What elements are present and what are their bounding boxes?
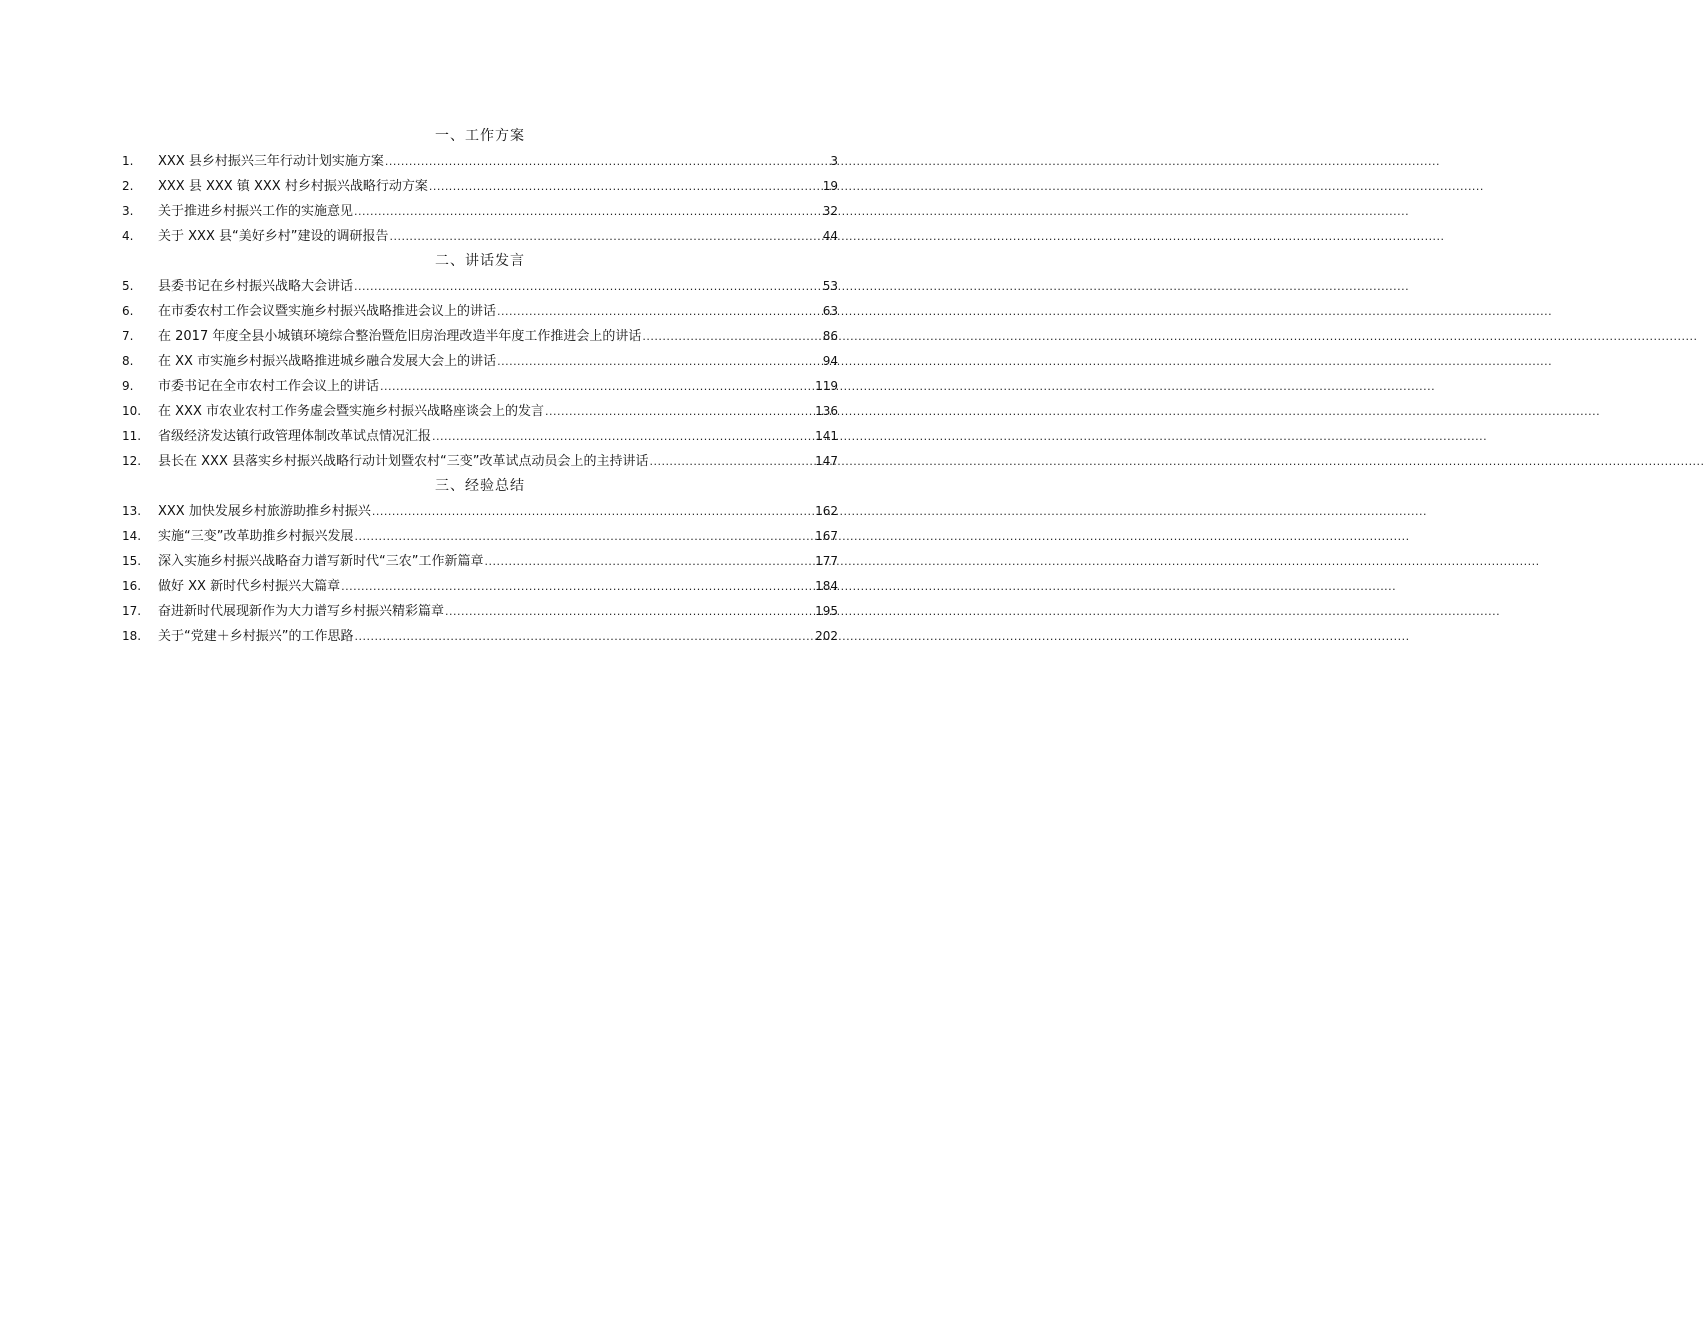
entry-page-number: 32 [822,204,838,218]
entry-page-number: 162 [815,504,838,518]
entry-page-number: 19 [822,179,838,193]
entry-title: 关于 XXX 县“美好乡村”建设的调研报告 [158,229,389,244]
entry-title: XXX 加快发展乡村旅游助推乡村振兴 [158,504,371,519]
toc-entry[interactable] [122,299,838,324]
toc-entry[interactable] [122,274,838,299]
entry-title: 在市委农村工作会议暨实施乡村振兴战略推进会议上的讲话 [158,304,497,319]
entry-title: 县委书记在乡村振兴战略大会讲话 [158,279,354,294]
entry-page-number: 44 [822,229,838,243]
entry-title: 在 XX 市实施乡村振兴战略推进城乡融合发展大会上的讲话 [158,354,497,369]
entry-number: 13. [122,504,142,518]
section-title: 二、讲话发言 [435,253,525,269]
toc-entry[interactable] [122,399,838,424]
entry-number: 4. [122,229,134,243]
entry-number: 18. [122,629,142,643]
entry-title: 关于推进乡村振兴工作的实施意见 [158,204,354,219]
toc-entry[interactable] [122,374,838,399]
entry-title: 做好 XX 新时代乡村振兴大篇章 [158,579,341,594]
entry-page-number: 141 [815,429,838,443]
entry-title: 深入实施乡村振兴战略奋力谱写新时代“三农”工作新篇章 [158,554,484,569]
entry-number: 12. [122,454,142,468]
entry-page-number: 63 [822,304,838,318]
entry-page-number: 184 [815,579,838,593]
dot-leader [484,549,814,574]
entry-number: 9. [122,379,134,393]
entry-page-number: 136 [815,404,838,418]
entry-title: 省级经济发达镇行政管理体制改革试点情况汇报 [158,429,432,444]
entry-page-number: 195 [815,604,838,618]
entry-number: 2. [122,179,134,193]
toc-entry[interactable] [122,174,838,199]
dot-leader [497,349,822,374]
entry-title: 实施“三变”改革助推乡村振兴发展 [158,529,354,544]
toc-entry[interactable] [122,624,838,649]
section-title: 一、工作方案 [435,128,525,144]
entry-page-number: 119 [815,379,838,393]
entry-number: 11. [122,429,142,443]
dot-leader [380,374,814,399]
dot-leader [354,524,814,549]
toc-entry[interactable] [122,199,838,224]
entry-number: 6. [122,304,134,318]
entry-title: 在 XXX 市农业农村工作务虚会暨实施乡村振兴战略座谈会上的发言 [158,404,544,419]
entry-title: 在 2017 年度全县小城镇环境综合整治暨危旧房治理改造半年度工作推进会上的讲话 [158,329,642,344]
entry-page-number: 147 [815,454,838,468]
toc-entry[interactable] [122,574,838,599]
toc-entry[interactable] [122,424,838,449]
dot-leader [354,199,822,224]
entry-title: XXX 县 XXX 镇 XXX 村乡村振兴战略行动方案 [158,179,428,194]
entry-page-number: 202 [815,629,838,643]
entry-title: 奋进新时代展现新作为大力谱写乡村振兴精彩篇章 [158,604,445,619]
toc-entry[interactable] [122,349,838,374]
toc-entry[interactable] [122,224,838,249]
dot-leader [372,499,814,524]
dot-leader [385,149,830,174]
entry-page-number: 86 [822,329,838,343]
entry-number: 7. [122,329,134,343]
entry-number: 17. [122,604,142,618]
entry-number: 10. [122,404,142,418]
dot-leader [354,274,822,299]
section-title: 三、经验总结 [435,478,525,494]
dot-leader [354,624,814,649]
entry-number: 3. [122,204,134,218]
entry-page-number: 3 [830,154,838,168]
entry-page-number: 167 [815,529,838,543]
toc-entry[interactable] [122,149,838,174]
dot-leader [497,299,822,324]
entry-title: 市委书记在全市农村工作会议上的讲话 [158,379,380,394]
dot-leader [341,574,814,599]
dot-leader [545,399,814,424]
toc-entry[interactable] [122,499,838,524]
dot-leader [642,324,821,349]
entry-title: 关于“党建＋乡村振兴”的工作思路 [158,629,354,644]
entry-page-number: 53 [822,279,838,293]
entry-number: 8. [122,354,134,368]
entry-number: 15. [122,554,142,568]
table-of-contents [122,124,838,649]
dot-leader [432,424,814,449]
toc-entry[interactable] [122,449,838,474]
entry-number: 16. [122,579,142,593]
toc-entry[interactable] [122,524,838,549]
entry-title: 县长在 XXX 县落实乡村振兴战略行动计划暨农村“三变”改革试点动员会上的主持讲话 [158,454,649,469]
dot-leader [445,599,814,624]
entry-number: 14. [122,529,142,543]
toc-entry[interactable] [122,549,838,574]
entry-number: 5. [122,279,134,293]
entry-page-number: 94 [822,354,838,368]
dot-leader [429,174,822,199]
entry-page-number: 177 [815,554,838,568]
dot-leader [649,449,814,474]
toc-entry[interactable] [122,324,838,349]
dot-leader [389,224,821,249]
entry-number: 1. [122,154,134,168]
toc-entry[interactable] [122,599,838,624]
entry-title: XXX 县乡村振兴三年行动计划实施方案 [158,154,384,169]
